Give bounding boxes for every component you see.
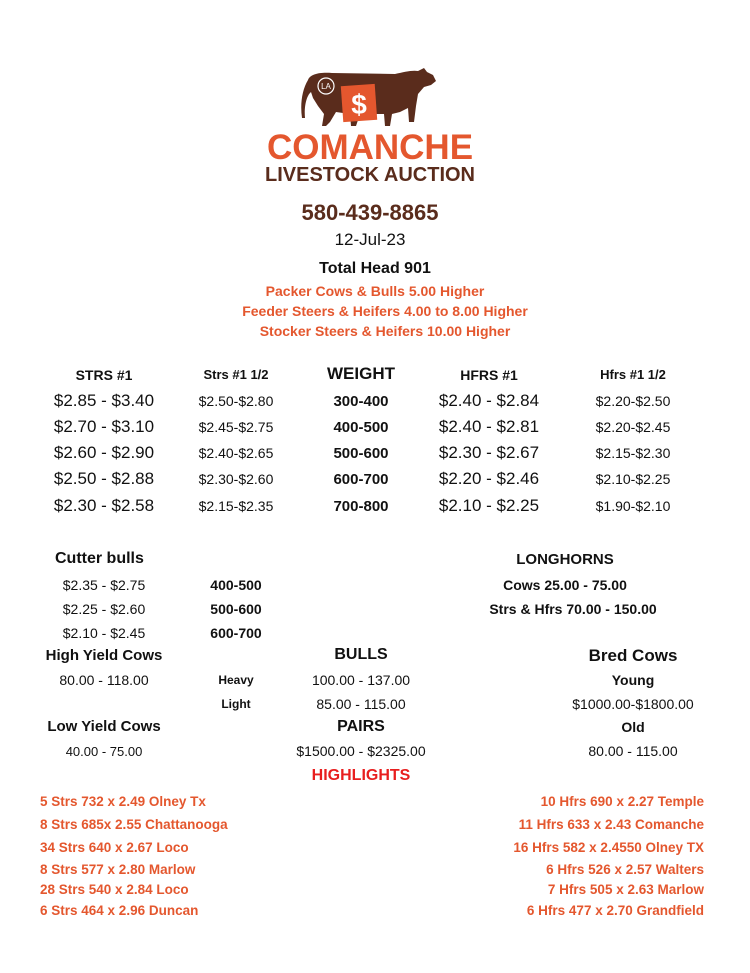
high-yield-cows-title: High Yield Cows — [45, 647, 163, 664]
highlight-left: 5 Strs 732 x 2.49 Olney Tx — [40, 794, 206, 809]
brand-subtitle: LIVESTOCK AUCTION — [264, 164, 476, 186]
bred-cows-title: Bred Cows — [588, 646, 678, 665]
header-hfrs-1-half: Hfrs #1 1/2 — [600, 367, 666, 382]
highlight-left: 8 Strs 685x 2.55 Chattanooga — [40, 817, 228, 832]
highlight-left: 6 Strs 464 x 2.96 Duncan — [40, 903, 199, 918]
table-cell: $2.30 - $2.67 — [438, 443, 540, 462]
cutter-bulls-weight: 500-600 — [210, 601, 262, 617]
header-strs-1-half: Strs #1 1/2 — [203, 367, 269, 382]
table-cell: 700-800 — [333, 498, 389, 515]
table-cell: $2.15-$2.35 — [198, 498, 274, 514]
highlight-left: 34 Strs 640 x 2.67 Loco — [40, 840, 189, 855]
cutter-bulls-weight: 400-500 — [210, 577, 262, 593]
bulls-heavy-label: Heavy — [218, 673, 254, 687]
market-note: Packer Cows & Bulls 5.00 Higher — [265, 283, 485, 299]
phone-number: 580-439-8865 — [301, 200, 439, 225]
table-cell: 600-700 — [333, 471, 389, 488]
table-cell: $2.85 - $3.40 — [53, 391, 155, 410]
table-cell: $2.30-$2.60 — [198, 471, 274, 487]
table-cell: $2.40 - $2.84 — [438, 391, 540, 410]
cutter-bulls-title: Cutter bulls — [55, 550, 144, 567]
table-cell: $2.20-$2.45 — [595, 419, 671, 435]
table-cell: $2.50 - $2.88 — [53, 469, 155, 488]
cutter-bulls-weight: 600-700 — [210, 625, 262, 641]
highlight-left: 28 Strs 540 x 2.84 Loco — [40, 882, 189, 897]
bred-cows-old-value: 80.00 - 115.00 — [588, 743, 678, 759]
highlights-title: HIGHLIGHTS — [311, 767, 411, 784]
table-cell: 400-500 — [333, 419, 389, 436]
bulls-light-label: Light — [221, 697, 251, 711]
table-cell: $1.90-$2.10 — [595, 498, 671, 514]
high-yield-cows-value: 80.00 - 118.00 — [59, 672, 149, 688]
table-cell: $2.60 - $2.90 — [53, 443, 155, 462]
table-cell: $2.20-$2.50 — [595, 393, 671, 409]
total-head: Total Head 901 — [319, 260, 431, 277]
la-badge-text: LA — [321, 82, 331, 91]
table-cell: $2.15-$2.30 — [595, 445, 671, 461]
highlight-right: 16 Hfrs 582 x 2.4550 Olney TX — [513, 840, 704, 855]
low-yield-cows-title: Low Yield Cows — [47, 718, 161, 735]
brand-name: COMANCHE — [266, 128, 474, 167]
table-cell: $2.50-$2.80 — [198, 393, 274, 409]
bulls-title: BULLS — [334, 646, 388, 663]
table-cell: 500-600 — [333, 445, 389, 462]
longhorns-strs-hfrs: Strs & Hfrs 70.00 - 150.00 — [489, 601, 657, 617]
cutter-bulls-price: $2.35 - $2.75 — [62, 577, 146, 593]
table-cell: $2.10-$2.25 — [595, 471, 671, 487]
table-cell: $2.45-$2.75 — [198, 419, 274, 435]
header-hfrs-1: HFRS #1 — [460, 367, 518, 383]
table-cell: 300-400 — [333, 393, 389, 410]
bred-cows-young-label: Young — [611, 672, 655, 688]
highlight-right: 7 Hfrs 505 x 2.63 Marlow — [547, 882, 704, 897]
bulls-light-value: 85.00 - 115.00 — [316, 696, 406, 712]
highlight-right: 6 Hfrs 526 x 2.57 Walters — [546, 862, 704, 877]
cutter-bulls-price: $2.25 - $2.60 — [62, 601, 146, 617]
header-weight: WEIGHT — [327, 364, 395, 383]
longhorns-cows: Cows 25.00 - 75.00 — [503, 577, 627, 593]
table-cell: $2.20 - $2.46 — [438, 469, 540, 488]
low-yield-cows-value: 40.00 - 75.00 — [65, 744, 143, 759]
highlight-right: 6 Hfrs 477 x 2.70 Grandfield — [526, 903, 704, 918]
bred-cows-old-label: Old — [621, 719, 645, 735]
sale-date: 12-Jul-23 — [334, 230, 406, 249]
header-strs-1: STRS #1 — [75, 367, 133, 383]
table-cell: $2.40 - $2.81 — [438, 417, 540, 436]
highlight-right: 11 Hfrs 633 x 2.43 Comanche — [518, 817, 704, 832]
highlight-right: 10 Hfrs 690 x 2.27 Temple — [540, 794, 704, 809]
table-cell: $2.70 - $3.10 — [53, 417, 155, 436]
cutter-bulls-price: $2.10 - $2.45 — [62, 625, 146, 641]
table-cell: $2.40-$2.65 — [198, 445, 274, 461]
market-note: Stocker Steers & Heifers 10.00 Higher — [259, 323, 511, 339]
longhorns-title: LONGHORNS — [516, 551, 614, 568]
table-cell: $2.30 - $2.58 — [53, 496, 155, 515]
bulls-heavy-value: 100.00 - 137.00 — [311, 672, 411, 688]
market-note: Feeder Steers & Heifers 4.00 to 8.00 Higher — [242, 303, 528, 319]
highlight-left: 8 Strs 577 x 2.80 Marlow — [40, 862, 196, 877]
pairs-value: $1500.00 - $2325.00 — [296, 743, 426, 759]
bred-cows-young-value: $1000.00-$1800.00 — [572, 696, 694, 712]
pairs-title: PAIRS — [337, 718, 385, 735]
dollar-symbol: $ — [351, 89, 367, 120]
table-cell: $2.10 - $2.25 — [438, 496, 540, 515]
